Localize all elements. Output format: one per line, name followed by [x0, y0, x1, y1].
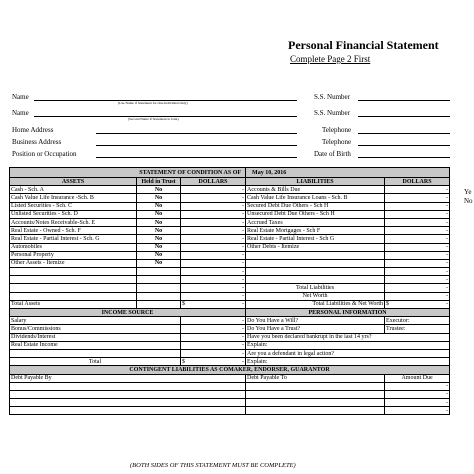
ssn-field-2[interactable]: [358, 116, 450, 117]
total-liab-net-worth-label: Total Liabilities & Net Worth: [246, 300, 385, 308]
liability-blank[interactable]: [246, 276, 385, 284]
asset-dollars[interactable]: -: [181, 268, 246, 276]
amount-due-value[interactable]: -: [385, 399, 450, 407]
income-heading: INCOME SOURCE: [10, 309, 246, 317]
debt-payable-by-field[interactable]: [10, 399, 246, 407]
liability-dollars[interactable]: -: [385, 251, 450, 259]
table-row: [10, 399, 450, 407]
dollar-sign: $: [182, 358, 185, 365]
assets-header: ASSETS: [10, 178, 137, 186]
ssn-label-1: S.S. Number: [314, 93, 350, 101]
held-in-trust-value[interactable]: No: [137, 202, 181, 210]
statement-date: May 10, 2016: [246, 168, 450, 178]
asset-dollars[interactable]: -: [181, 194, 246, 202]
asset-label: Cash - Sch. A: [10, 186, 137, 194]
telephone-label-2: Telephone: [322, 138, 352, 146]
liability-blank[interactable]: [246, 268, 385, 276]
liability-dollars[interactable]: -: [385, 235, 450, 243]
debt-payable-by-field[interactable]: [10, 407, 246, 415]
total-liabilities-label: Total Liabilities: [246, 284, 385, 292]
asset-dollars[interactable]: -: [181, 186, 246, 194]
dollars-header-liabilities: DOLLARS: [385, 178, 450, 186]
footer-note: (BOTH SIDES OF THIS STATEMENT MUST BE COMPLETE): [130, 462, 296, 469]
name-note-1: (Use Name if Statement for One Individual Only): [118, 101, 188, 105]
income-label: Dividends/Interest: [10, 333, 181, 341]
clipped-ye: Ye: [464, 188, 472, 196]
held-in-trust-header: Held in Trust: [137, 178, 181, 186]
liability-dollars[interactable]: -: [385, 194, 450, 202]
held-in-trust-value[interactable]: No: [137, 259, 181, 267]
liability-label: Accrued Taxes: [246, 218, 385, 226]
table-row: [10, 325, 450, 333]
trustee-label[interactable]: Trustee:: [385, 325, 450, 333]
held-in-trust-value[interactable]: No: [137, 227, 181, 235]
total-liabilities-value[interactable]: -: [385, 284, 450, 292]
liability-dollars[interactable]: -: [385, 202, 450, 210]
bankrupt-explain[interactable]: Explain:: [246, 341, 450, 349]
position-field[interactable]: [96, 157, 297, 158]
trust-blank[interactable]: [137, 292, 181, 300]
liability-dollars[interactable]: -: [385, 268, 450, 276]
asset-label: Other Assets - Itemize: [10, 259, 137, 267]
income-value[interactable]: -: [181, 341, 246, 349]
debt-payable-by-field[interactable]: [10, 382, 246, 390]
asset-label: Personal Property: [10, 251, 137, 259]
liability-dollars[interactable]: -: [385, 259, 450, 267]
trust-blank[interactable]: [137, 284, 181, 292]
asset-dollars[interactable]: -: [181, 210, 246, 218]
table-row: [10, 390, 450, 398]
table-row: [10, 194, 450, 202]
dob-field[interactable]: [358, 157, 450, 158]
asset-dollars[interactable]: -: [181, 292, 246, 300]
table-row: [10, 202, 450, 210]
amount-due-value[interactable]: -: [385, 382, 450, 390]
table-row: [10, 210, 450, 218]
table-row: [10, 292, 450, 300]
defendant-question: Are you a defendant in legal action?: [246, 349, 450, 357]
asset-dollars[interactable]: -: [181, 243, 246, 251]
table-row: [10, 259, 450, 267]
total-assets-dash: -: [242, 301, 245, 308]
liability-dollars[interactable]: -: [385, 227, 450, 235]
personal-info-heading: PERSONAL INFORMATION: [246, 309, 450, 317]
clipped-no: No: [464, 197, 473, 205]
table-row: [10, 341, 450, 349]
income-label: Bonus/Commissions: [10, 325, 181, 333]
liability-label: Secured Debt Due Others - Sch H: [246, 202, 385, 210]
liability-label: Unsecured Debt Due Others - Sch H: [246, 210, 385, 218]
debt-payable-by-field[interactable]: [10, 390, 246, 398]
income-value[interactable]: -: [181, 333, 246, 341]
table-row: [10, 235, 450, 243]
asset-dollars[interactable]: -: [181, 202, 246, 210]
liability-dollars[interactable]: -: [385, 210, 450, 218]
home-address-label: Home Address: [12, 126, 54, 134]
asset-blank[interactable]: [10, 284, 137, 292]
asset-blank[interactable]: [10, 276, 137, 284]
net-worth-label: Net Worth: [246, 292, 385, 300]
asset-blank[interactable]: [10, 268, 137, 276]
table-row: [10, 284, 450, 292]
table-row: [10, 349, 450, 357]
dollars-header-assets: DOLLARS: [181, 178, 246, 186]
page-title: Personal Financial Statement: [288, 38, 439, 52]
asset-label: Cash Value Life Insurance -Sch. B: [10, 194, 137, 202]
liability-dollars[interactable]: -: [385, 218, 450, 226]
telephone-field-1[interactable]: [358, 133, 450, 134]
asset-label: Real Estate - Owned - Sch. F: [10, 227, 137, 235]
asset-label: Listed Securities - Sch. C: [10, 202, 137, 210]
table-row: [10, 186, 450, 194]
liability-dollars[interactable]: -: [385, 276, 450, 284]
asset-dollars[interactable]: -: [181, 259, 246, 267]
held-in-trust-value[interactable]: No: [137, 235, 181, 243]
name-label-2: Name: [12, 109, 29, 117]
table-row: [10, 300, 450, 308]
telephone-field-2[interactable]: [358, 145, 450, 146]
income-total-label: Total: [10, 358, 181, 366]
trust-blank[interactable]: [137, 276, 181, 284]
income-total-dash: -: [242, 358, 245, 365]
liability-blank[interactable]: [246, 251, 385, 259]
total-liab-net-worth-dash: -: [446, 301, 449, 308]
income-total-value[interactable]: [181, 358, 246, 366]
liability-dollars[interactable]: -: [385, 186, 450, 194]
table-row: [10, 374, 450, 382]
income-label: Salary: [10, 317, 181, 325]
income-value[interactable]: -: [181, 317, 246, 325]
total-liab-net-worth-value[interactable]: [385, 300, 450, 308]
income-label: Real Estate Income: [10, 341, 181, 349]
table-row: [10, 382, 450, 390]
held-in-trust-value[interactable]: No: [137, 218, 181, 226]
asset-dollars[interactable]: -: [181, 227, 246, 235]
debt-payable-by-label: Debt Payable By: [10, 374, 246, 382]
held-in-trust-value[interactable]: No: [137, 210, 181, 218]
asset-blank[interactable]: [10, 292, 137, 300]
table-row: [10, 276, 450, 284]
debt-payable-to-field[interactable]: [246, 382, 385, 390]
dollar-sign: $: [386, 301, 390, 308]
asset-dollars[interactable]: -: [181, 235, 246, 243]
total-assets-label: Total Assets: [10, 300, 137, 308]
debt-payable-to-field[interactable]: [246, 407, 385, 415]
table-row: [10, 251, 450, 259]
liability-label: Accounts & Bills Due: [246, 186, 385, 194]
amount-due-label: Amount Due: [385, 374, 450, 382]
amount-due-value[interactable]: -: [385, 407, 450, 415]
liability-label: Real Estate - Partial Interest - Sch G: [246, 235, 385, 243]
asset-label: Unlisted Securities - Sch. D: [10, 210, 137, 218]
asset-dollars[interactable]: -: [181, 276, 246, 284]
asset-label: Accounts/Notes Receivable-Sch. E: [10, 218, 137, 226]
asset-dollars[interactable]: -: [181, 251, 246, 259]
amount-due-value[interactable]: -: [385, 390, 450, 398]
will-question: Do You Have a Will?: [246, 317, 385, 325]
liability-label: Real Estate Mortgages - Sch F: [246, 227, 385, 235]
trust-blank: [137, 300, 181, 308]
table-row: [10, 407, 450, 415]
liabilities-header: LIABILITIES: [246, 178, 385, 186]
table-row: [10, 358, 450, 366]
income-value[interactable]: -: [181, 349, 246, 357]
held-in-trust-value[interactable]: No: [137, 243, 181, 251]
held-in-trust-value[interactable]: No: [137, 251, 181, 259]
held-in-trust-value[interactable]: No: [137, 186, 181, 194]
debt-payable-to-field[interactable]: [246, 399, 385, 407]
debt-payable-to-label: Debt Payable To: [246, 374, 385, 382]
debt-payable-to-field[interactable]: [246, 390, 385, 398]
ssn-label-2: S.S. Number: [314, 109, 350, 117]
table-row: [10, 317, 450, 325]
liability-dollars[interactable]: -: [385, 243, 450, 251]
income-blank[interactable]: [10, 349, 181, 357]
trust-question: Do You Have a Trust?: [246, 325, 385, 333]
contingent-heading: CONTINGENT LIABILITIES AS COMAKER, ENDORSER, GUARANTOR: [10, 366, 450, 374]
statement-heading: STATEMENT OF CONDITION AS OF: [10, 168, 246, 178]
table-row: [10, 218, 450, 226]
defendant-explain[interactable]: Explain:: [246, 358, 450, 366]
asset-dollars[interactable]: -: [181, 218, 246, 226]
asset-label: Real Estate - Partial Interest - Sch. G: [10, 235, 137, 243]
table-row: [10, 333, 450, 341]
name-note-2: (Second Name if Statement is Joint): [128, 117, 179, 121]
liability-blank[interactable]: [246, 259, 385, 267]
asset-dollars[interactable]: -: [181, 284, 246, 292]
trust-blank[interactable]: [137, 268, 181, 276]
ssn-field-1[interactable]: [358, 100, 450, 101]
statement-grid: [9, 167, 449, 415]
dollar-sign: $: [182, 301, 185, 308]
telephone-label-1: Telephone: [322, 126, 352, 134]
page-subtitle: Complete Page 2 First: [290, 54, 371, 64]
position-label: Position or Occupation: [12, 150, 77, 158]
name-label: Name: [12, 93, 29, 101]
table-row: [10, 243, 450, 251]
asset-label: Automobiles: [10, 243, 137, 251]
table-row: [10, 227, 450, 235]
business-address-field[interactable]: [96, 145, 297, 146]
net-worth-value[interactable]: -: [385, 292, 450, 300]
home-address-field[interactable]: [96, 133, 297, 134]
business-address-label: Business Address: [12, 138, 62, 146]
dob-label: Date of Birth: [314, 150, 351, 158]
table-row: [10, 268, 450, 276]
income-value[interactable]: -: [181, 325, 246, 333]
liability-label: Cash Value Life Insurance Loans - Sch. B: [246, 194, 385, 202]
held-in-trust-value[interactable]: No: [137, 194, 181, 202]
total-assets-value[interactable]: [181, 300, 246, 308]
executor-label[interactable]: Executor:: [385, 317, 450, 325]
bankrupt-question: Have you been declared bankrupt in the last 14 yrs?: [246, 333, 450, 341]
liability-label: Other Debts - Itemize: [246, 243, 385, 251]
